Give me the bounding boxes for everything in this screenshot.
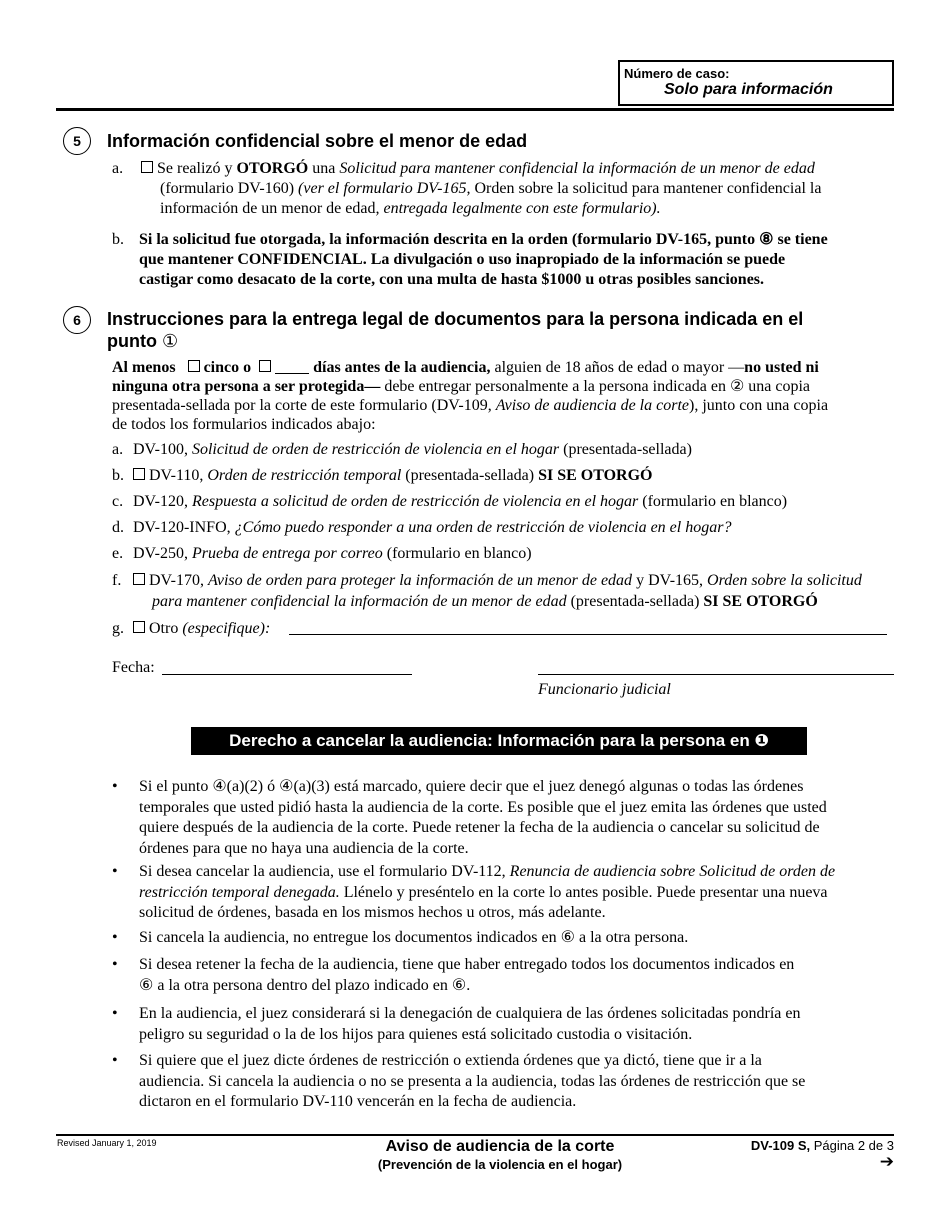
item-a-letter: a. xyxy=(112,441,124,458)
footer-title: Aviso de audiencia de la corte xyxy=(385,1138,615,1155)
item-g-specify-line[interactable] xyxy=(289,634,887,635)
case-number-box xyxy=(618,60,894,106)
top-rule xyxy=(56,108,894,111)
item-f-line2: para mantener confidencial la información de un menor de edad (presentada-sellada) SI SE OTORGÓ xyxy=(152,593,818,610)
section-5a-checkbox[interactable] xyxy=(141,161,153,173)
section-6-title-line2: punto ① xyxy=(107,331,179,351)
item-b: DV-110, Orden de restricción temporal (presentada-sellada) SI SE OTORGÓ xyxy=(133,466,653,486)
item-b-checkbox[interactable] xyxy=(133,468,145,480)
section-6-number: 6 xyxy=(63,306,91,334)
section-5b-line3: castigar como desacato de la corte, con una multa de hasta $1000 u otras posibles sanciones. xyxy=(139,271,765,288)
section-5b-letter: b. xyxy=(112,231,124,248)
next-page-arrow-icon: ➔ xyxy=(879,1152,894,1171)
section-5b-line1: Si la solicitud fue otorgada, la información descrita en la orden (formulario DV-165, punto ⑧ se tiene xyxy=(139,231,828,248)
officer-label: Funcionario judicial xyxy=(538,681,671,698)
dias-checkbox[interactable] xyxy=(259,360,271,372)
item-c-letter: c. xyxy=(112,493,124,510)
fecha-line[interactable] xyxy=(162,674,412,675)
item-a: DV-100, Solicitud de orden de restricción de violencia en el hogar (presentada-sellada) xyxy=(133,441,692,458)
item-f-line1: DV-170, Aviso de orden para proteger la información de un menor de edad y DV-165, Orden sobre la solicitud xyxy=(133,571,862,591)
cinco-checkbox[interactable] xyxy=(188,360,200,372)
case-number-label: Número de caso: xyxy=(624,66,730,81)
section-6-intro-line1: Al menos cinco o días antes de la audiencia, alguien de 18 años de edad o mayor —no usted ni xyxy=(112,359,819,376)
item-f-checkbox[interactable] xyxy=(133,573,145,585)
form-page-id: DV-109 S, Página 2 de 3 xyxy=(750,1138,894,1153)
item-c: DV-120, Respuesta a solicitud de orden de restricción de violencia en el hogar (formulario en blanco) xyxy=(133,493,788,510)
section-5a-line1: Se realizó y OTORGÓ una Solicitud para mantener confidencial la información de un menor de edad xyxy=(141,159,901,179)
item-d-letter: d. xyxy=(112,519,124,536)
cancel-hearing-banner: Derecho a cancelar la audiencia: Información para la persona en ❶ xyxy=(191,727,807,755)
case-number-value: Solo para información xyxy=(664,81,833,98)
item-g-checkbox[interactable] xyxy=(133,621,145,633)
dias-blank[interactable] xyxy=(275,373,309,374)
section-5-title: Información confidencial sobre el menor de edad xyxy=(107,131,528,151)
section-5a-line3: información de un menor de edad, entregada legalmente con este formulario). xyxy=(160,200,661,217)
revised-date: Revised January 1, 2019 xyxy=(57,1138,157,1148)
item-g: Otro (especifique): xyxy=(133,619,270,639)
officer-signature-line[interactable] xyxy=(538,674,894,675)
section-6-intro-line3: presentada-sellada por la corte de este formulario (DV-109, Aviso de audiencia de la corte), junto con una copia xyxy=(112,397,829,414)
item-e: DV-250, Prueba de entrega por correo (formulario en blanco) xyxy=(133,545,532,562)
section-6-intro-line4: de todos los formularios indicados abajo: xyxy=(112,416,376,433)
section-6-title-line1: Instrucciones para la entrega legal de documentos para la persona indicada en el xyxy=(107,309,804,329)
item-e-letter: e. xyxy=(112,545,124,562)
fecha-label: Fecha: xyxy=(112,659,155,676)
item-f-letter: f. xyxy=(112,572,122,589)
footer-subtitle: (Prevención de la violencia en el hogar) xyxy=(377,1157,623,1172)
section-6-intro-line2: ninguna otra persona a ser protegida— debe entregar personalmente a la persona indicada en ② una copia xyxy=(112,378,811,395)
item-d: DV-120-INFO, ¿Cómo puedo responder a una orden de restricción de violencia en el hogar? xyxy=(133,519,732,536)
section-5a-letter: a. xyxy=(112,160,124,177)
section-5a-line2: (formulario DV-160) (ver el formulario DV-165, Orden sobre la solicitud para mantener confidencial la xyxy=(160,180,822,197)
item-b-letter: b. xyxy=(112,467,124,484)
footer-rule xyxy=(56,1134,894,1136)
section-5b-line2: que mantener CONFIDENCIAL. La divulgación o uso inapropiado de la información se puede xyxy=(139,251,786,268)
item-g-letter: g. xyxy=(112,620,124,637)
section-5-number: 5 xyxy=(63,127,91,155)
